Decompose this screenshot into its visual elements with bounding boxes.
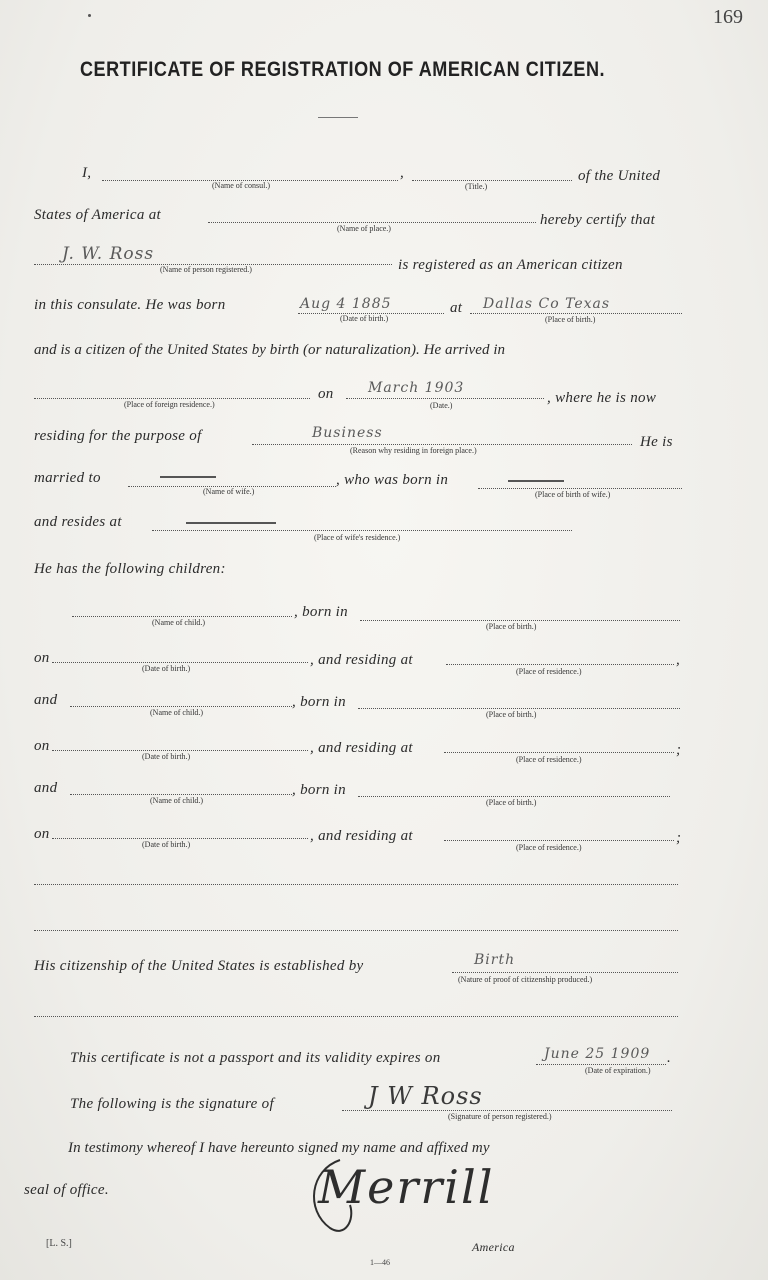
text-and: and (34, 780, 58, 796)
text-america: America (472, 1240, 515, 1254)
form-number: 1—46 (370, 1258, 390, 1267)
handwritten-arrival: March 1903 (368, 380, 465, 396)
child1-birthplace-field[interactable] (360, 620, 680, 621)
dash-mark (508, 480, 564, 482)
child2-birthplace-field[interactable] (358, 708, 680, 709)
text-period: . (667, 1050, 672, 1066)
text-is-registered: is registered as an American citizen (398, 257, 623, 273)
handwritten-reason: Business (312, 425, 383, 441)
wife-residence-field[interactable] (152, 530, 572, 531)
text-and: and (34, 692, 58, 708)
child1-name-field[interactable] (72, 616, 292, 617)
text-residing-for: residing for the purpose of (34, 428, 202, 444)
text-on: on (34, 826, 50, 842)
caption-title: (Title.) (465, 182, 488, 191)
child3-name-field[interactable] (70, 794, 292, 795)
proof-field[interactable] (452, 972, 678, 973)
caption-child: (Name of child.) (150, 796, 204, 805)
page-title: CERTIFICATE OF REGISTRATION OF AMERICAN CITIZEN. (80, 58, 606, 81)
consul-signature: Merrill (318, 1160, 495, 1214)
caption-expiration: (Date of expiration.) (585, 1066, 651, 1075)
text-comma-end: , (676, 652, 681, 668)
handwritten-signature: J W Ross (368, 1082, 483, 1110)
handwritten-person-name: J. W. Ross (62, 244, 155, 264)
text-who-was-born: , who was born in (336, 472, 449, 488)
text-born-in: , born in (292, 782, 346, 798)
blank-line[interactable] (34, 930, 678, 931)
child1-dob-field[interactable] (52, 662, 308, 663)
text-born-in: , born in (292, 694, 346, 710)
child3-residence-field[interactable] (444, 840, 674, 841)
text-signature-of: The following is the signature of (70, 1096, 274, 1112)
caption-pob: (Place of birth.) (486, 710, 537, 719)
caption-residence: (Place of residence.) (516, 755, 582, 764)
title-field[interactable] (412, 180, 572, 181)
text-and-resides-at: and resides at (34, 514, 122, 530)
text-and-residing-at: , and residing at (310, 652, 413, 668)
expiration-field[interactable] (536, 1064, 666, 1065)
caption-wife-birth: (Place of birth of wife.) (535, 490, 611, 499)
reason-field[interactable] (252, 444, 632, 445)
text-citizen-by-birth: and is a citizen of the United States by birth (or naturalization). He arrived in (34, 342, 506, 358)
handwritten-proof: Birth (474, 952, 516, 968)
title-rule (318, 117, 358, 118)
foreign-residence-field[interactable] (34, 398, 310, 399)
text-not-passport: This certificate is not a passport and its validity expires on (70, 1050, 441, 1066)
handwritten-pob: Dallas Co Texas (483, 296, 611, 312)
caption-wife: (Name of wife.) (203, 487, 255, 496)
signature-field[interactable] (342, 1110, 672, 1111)
dash-mark (186, 522, 276, 524)
blank-line[interactable] (34, 884, 678, 885)
text-and-residing-at: , and residing at (310, 740, 413, 756)
caption-pob: (Place of birth.) (545, 315, 596, 324)
caption-dob: (Date of birth.) (142, 752, 191, 761)
text-seal-of-office: seal of office. (24, 1182, 109, 1198)
caption-signature: (Signature of person registered.) (448, 1112, 552, 1121)
text-hereby-certify: hereby certify that (540, 212, 656, 228)
text-born-in: , born in (294, 604, 348, 620)
text-i: I, (82, 165, 92, 181)
arrival-date-field[interactable] (346, 398, 544, 399)
text-and-residing-at: , and residing at (310, 828, 413, 844)
text-on: on (318, 386, 334, 402)
child2-name-field[interactable] (70, 706, 292, 707)
handwritten-dob: Aug 4 1885 (300, 296, 392, 312)
seal-label: [L. S.] (46, 1238, 72, 1249)
caption-place: (Name of place.) (337, 224, 391, 233)
wife-birthplace-field[interactable] (478, 488, 682, 489)
caption-wife-res: (Place of wife's residence.) (314, 533, 401, 542)
caption-pob: (Place of birth.) (486, 798, 537, 807)
caption-date: (Date.) (430, 401, 453, 410)
caption-consul: (Name of consul.) (212, 181, 270, 190)
caption-child: (Name of child.) (150, 708, 204, 717)
page-number: 169 (713, 6, 743, 28)
caption-person: (Name of person registered.) (160, 265, 252, 274)
caption-residence: (Place of residence.) (516, 843, 582, 852)
text-he-is: He is (640, 434, 673, 450)
text-in-this-consulate: in this consulate. He was born (34, 297, 226, 313)
caption-foreign-res: (Place of foreign residence.) (124, 400, 215, 409)
text-on: on (34, 650, 50, 666)
text-married-to: married to (34, 470, 101, 486)
text-of-the-united: of the United (578, 168, 661, 184)
pob-field[interactable] (470, 313, 682, 314)
text-where-now: , where he is now (547, 390, 657, 406)
text-citizenship-established: His citizenship of the United States is established by (34, 958, 364, 974)
blank-line[interactable] (34, 1016, 678, 1017)
caption-child: (Name of child.) (152, 618, 206, 627)
text-on: on (34, 738, 50, 754)
text-at: at (450, 300, 463, 316)
text-states-of-america: States of America at (34, 207, 161, 223)
speck (88, 14, 91, 17)
text-testimony: In testimony whereof I have hereunto signed my name and affixed my (68, 1140, 490, 1156)
caption-dob: (Date of birth.) (142, 664, 191, 673)
caption-dob: (Date of birth.) (142, 840, 191, 849)
child2-dob-field[interactable] (52, 750, 308, 751)
child1-residence-field[interactable] (446, 664, 674, 665)
caption-proof: (Nature of proof of citizenship produced.) (458, 975, 593, 984)
text-semicolon: ; (676, 742, 682, 758)
child3-birthplace-field[interactable] (358, 796, 670, 797)
place-field[interactable] (208, 222, 536, 223)
child3-dob-field[interactable] (52, 838, 308, 839)
caption-residence: (Place of residence.) (516, 667, 582, 676)
caption-reason: (Reason why residing in foreign place.) (350, 446, 477, 455)
caption-dob: (Date of birth.) (340, 314, 389, 323)
caption-pob: (Place of birth.) (486, 622, 537, 631)
signature-flourish (300, 1150, 360, 1240)
dash-mark (160, 476, 216, 478)
handwritten-expiration: June 25 1909 (544, 1046, 651, 1062)
text-semicolon: ; (676, 830, 682, 846)
text-comma: , (400, 165, 405, 181)
text-following-children: He has the following children: (34, 561, 226, 577)
child2-residence-field[interactable] (444, 752, 674, 753)
